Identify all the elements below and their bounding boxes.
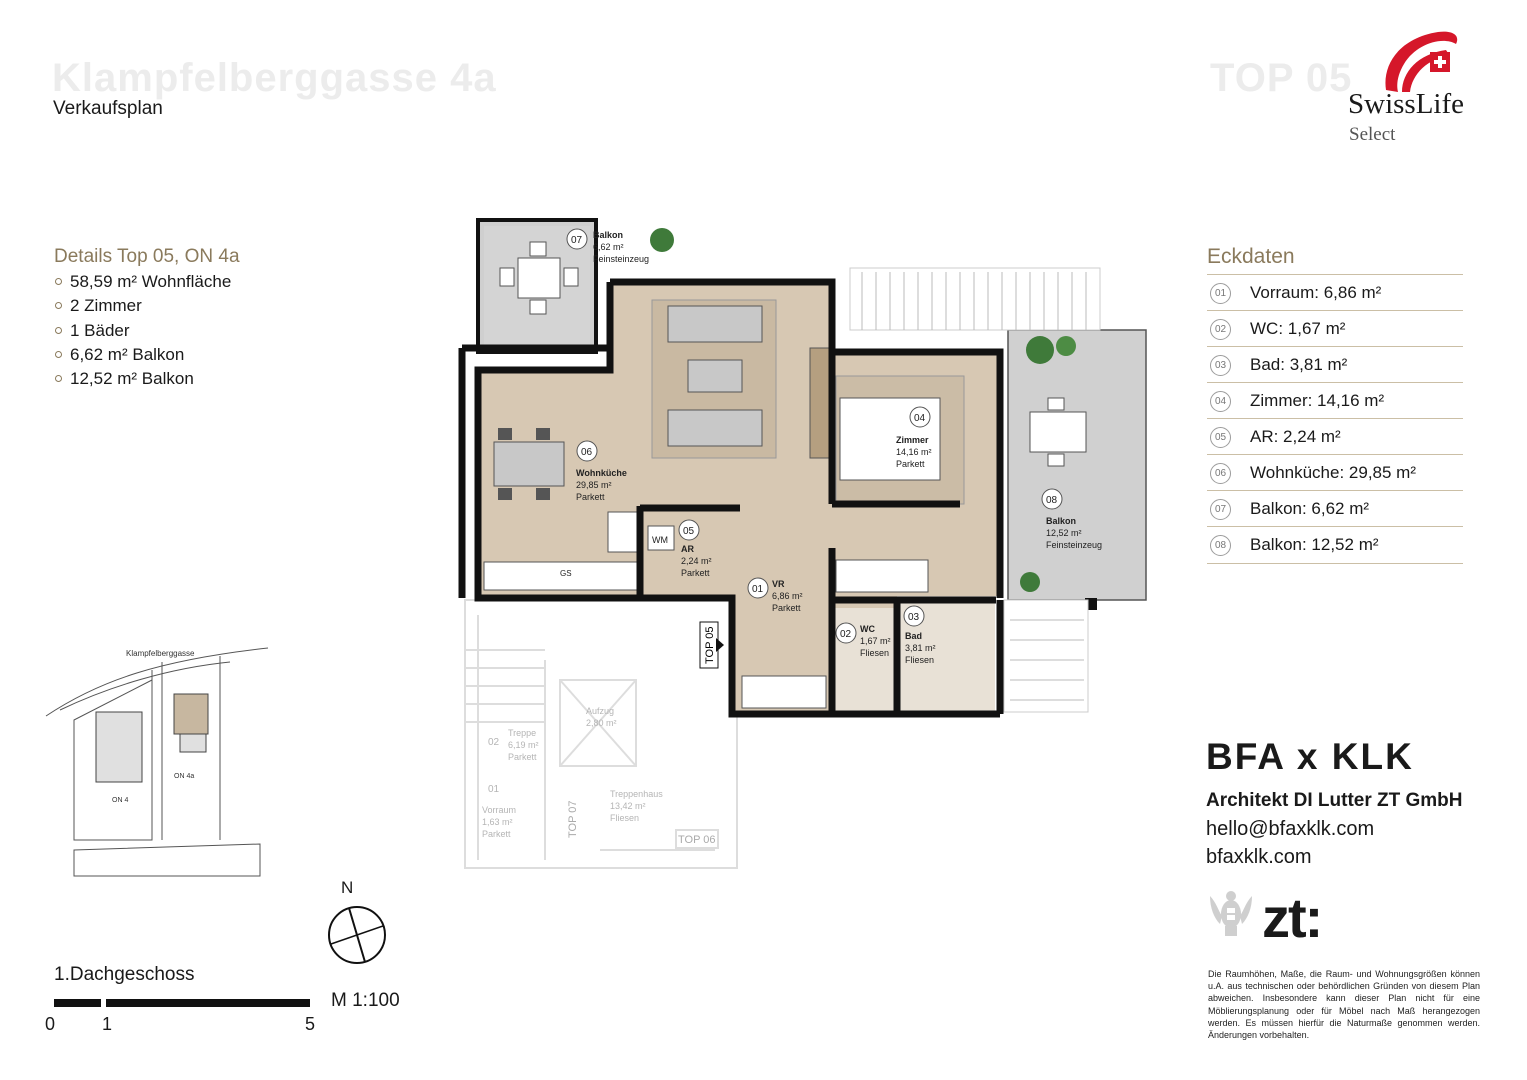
room-area: 12,52 m² <box>1046 528 1082 538</box>
swisslife-brand: SwissLife <box>1348 88 1464 120</box>
appliance-wm: WM <box>652 535 668 545</box>
room-floor: Parkett <box>772 603 801 613</box>
room-num: 03 <box>908 612 920 623</box>
ghost-room-num: 01 <box>488 784 500 795</box>
floor-label: 1.Dachgeschoss <box>54 964 195 985</box>
room-area: 6,62 m² <box>593 242 624 252</box>
room-num: 02 <box>840 629 852 640</box>
room-floor: Fliesen <box>905 655 935 665</box>
ghost-stair-area <box>465 600 737 868</box>
eckdaten-num: 02 <box>1210 319 1231 340</box>
zt-logo: zt: <box>1262 886 1322 949</box>
scale-ratio: M 1:100 <box>331 990 400 1011</box>
details-item: 58,59 m² Wohnfläche <box>54 270 231 294</box>
architect-title: BFA x KLK <box>1206 736 1414 777</box>
room-area: 1,67 m² <box>860 636 891 646</box>
room-floor: Fliesen <box>860 648 890 658</box>
north-label: N <box>341 878 354 897</box>
swisslife-sub: Select <box>1349 124 1396 145</box>
room-floor: Feinsteinzeug <box>1046 540 1103 550</box>
room-name: Balkon <box>593 230 624 240</box>
balcony-08 <box>1008 318 1146 610</box>
room-name: WC <box>860 624 875 634</box>
scale-tick-1: 1 <box>102 1014 113 1034</box>
architect-company: Architekt DI Lutter ZT GmbH <box>1206 790 1463 811</box>
ghost-room-area: 13,42 m² <box>610 801 646 811</box>
eckdaten-text: Wohnküche: 29,85 m² <box>1250 463 1416 482</box>
ghost-room-floor: Fliesen <box>610 813 640 823</box>
north-arrow-icon <box>327 904 387 966</box>
room-num: 01 <box>752 584 764 595</box>
eckdaten-num: 04 <box>1210 391 1231 412</box>
eckdaten-text: Balkon: 6,62 m² <box>1250 499 1370 518</box>
eckdaten-title: Eckdaten <box>1207 245 1295 268</box>
ghost-room-area: 2,80 m² <box>586 718 617 728</box>
details-item: 2 Zimmer <box>54 294 231 318</box>
room-area: 14,16 m² <box>896 447 932 457</box>
scale-bar <box>54 999 310 1007</box>
site-plan <box>40 640 270 880</box>
room-name: Balkon <box>1046 516 1077 526</box>
ghost-top-label: TOP 05 <box>1210 56 1353 100</box>
eckdaten-text: Vorraum: 6,86 m² <box>1250 283 1382 302</box>
scale-segment <box>106 999 310 1007</box>
room-floor: Parkett <box>896 459 925 469</box>
appliance-gs: GS <box>560 569 572 578</box>
eckdaten-num: 05 <box>1210 427 1231 448</box>
room-floor: Parkett <box>576 492 605 502</box>
ghost-room-name: Treppe <box>508 728 537 738</box>
eckdaten-num: 07 <box>1210 499 1231 520</box>
room-floor: Feinsteinzeug <box>593 254 650 264</box>
room-name: VR <box>772 579 785 589</box>
ghost-room-floor: Parkett <box>508 752 537 762</box>
ghost-room-area: 1,63 m² <box>482 817 513 827</box>
ghost-room-num: 02 <box>488 737 500 748</box>
details-title: Details Top 05, ON 4a <box>54 246 240 267</box>
eckdaten-text: Zimmer: 14,16 m² <box>1250 391 1385 410</box>
eckdaten-text: Bad: 3,81 m² <box>1250 355 1348 374</box>
room-name: Bad <box>905 631 923 641</box>
room-area: 6,86 m² <box>772 591 803 601</box>
scale-tick-5: 5 <box>305 1014 316 1034</box>
scale-segment <box>54 999 101 1007</box>
room-num: 05 <box>683 526 695 537</box>
ghost-room-name: Treppenhaus <box>610 789 663 799</box>
top07-label: TOP 07 <box>567 800 579 838</box>
site-street-label: Klampfelberggasse <box>126 649 195 658</box>
austrian-eagle-icon <box>1208 884 1254 942</box>
room-name: AR <box>681 544 694 554</box>
eckdaten-text: AR: 2,24 m² <box>1250 427 1341 446</box>
room-num: 06 <box>581 447 593 458</box>
room-area: 29,85 m² <box>576 480 612 490</box>
top06-label: TOP 06 <box>678 834 716 846</box>
room-num: 04 <box>914 413 926 424</box>
eckdaten-num: 01 <box>1210 283 1231 304</box>
ghost-room-floor: Parkett <box>482 829 511 839</box>
architect-email: hello@bfaxklk.com <box>1206 818 1375 840</box>
room-num: 07 <box>571 235 583 246</box>
ghost-room-name: Aufzug <box>586 706 615 716</box>
room-num: 08 <box>1046 495 1058 506</box>
site-on4a-label: ON 4a <box>174 773 195 780</box>
ghost-title: Klampfelberggasse 4a <box>52 56 497 100</box>
eckdaten-num: 06 <box>1210 463 1231 484</box>
eckdaten-num: 08 <box>1210 535 1231 556</box>
eckdaten-text: WC: 1,67 m² <box>1250 319 1346 338</box>
room-floor: Parkett <box>681 568 710 578</box>
room-name: Wohnküche <box>576 468 627 478</box>
top-markers <box>567 622 724 846</box>
disclaimer-text: Die Raumhöhen, Maße, die Raum- und Wohnungsgrößen können u.A. aus technischen oder behördlichen Gründen von diesem Plan abweichen. Insbesondere kann dieser Plan nicht für eine Möblierungsplanung oder für Möbel nach Maß herangezogen werden. Es müssen hierfür die Naturmaße genommen werden. Änderungen vorbehalten. <box>1208 969 1480 1041</box>
plan-subtitle: Verkaufsplan <box>53 98 163 119</box>
details-item: 1 Bäder <box>54 319 231 343</box>
details-item: 6,62 m² Balkon <box>54 343 231 367</box>
architect-web: bfaxklk.com <box>1206 846 1312 868</box>
details-item: 12,52 m² Balkon <box>54 367 231 391</box>
scale-tick-0: 0 <box>45 1014 56 1034</box>
eckdaten-text: Balkon: 12,52 m² <box>1250 535 1379 554</box>
site-on4-label: ON 4 <box>112 797 129 804</box>
ghost-room-area: 6,19 m² <box>508 740 539 750</box>
room-name: Zimmer <box>896 435 929 445</box>
eckdaten-num: 03 <box>1210 355 1231 376</box>
ghost-room-name: Vorraum <box>482 805 517 815</box>
room-area: 2,24 m² <box>681 556 712 566</box>
room-area: 3,81 m² <box>905 643 936 653</box>
top05-label: TOP 05 <box>704 626 716 664</box>
